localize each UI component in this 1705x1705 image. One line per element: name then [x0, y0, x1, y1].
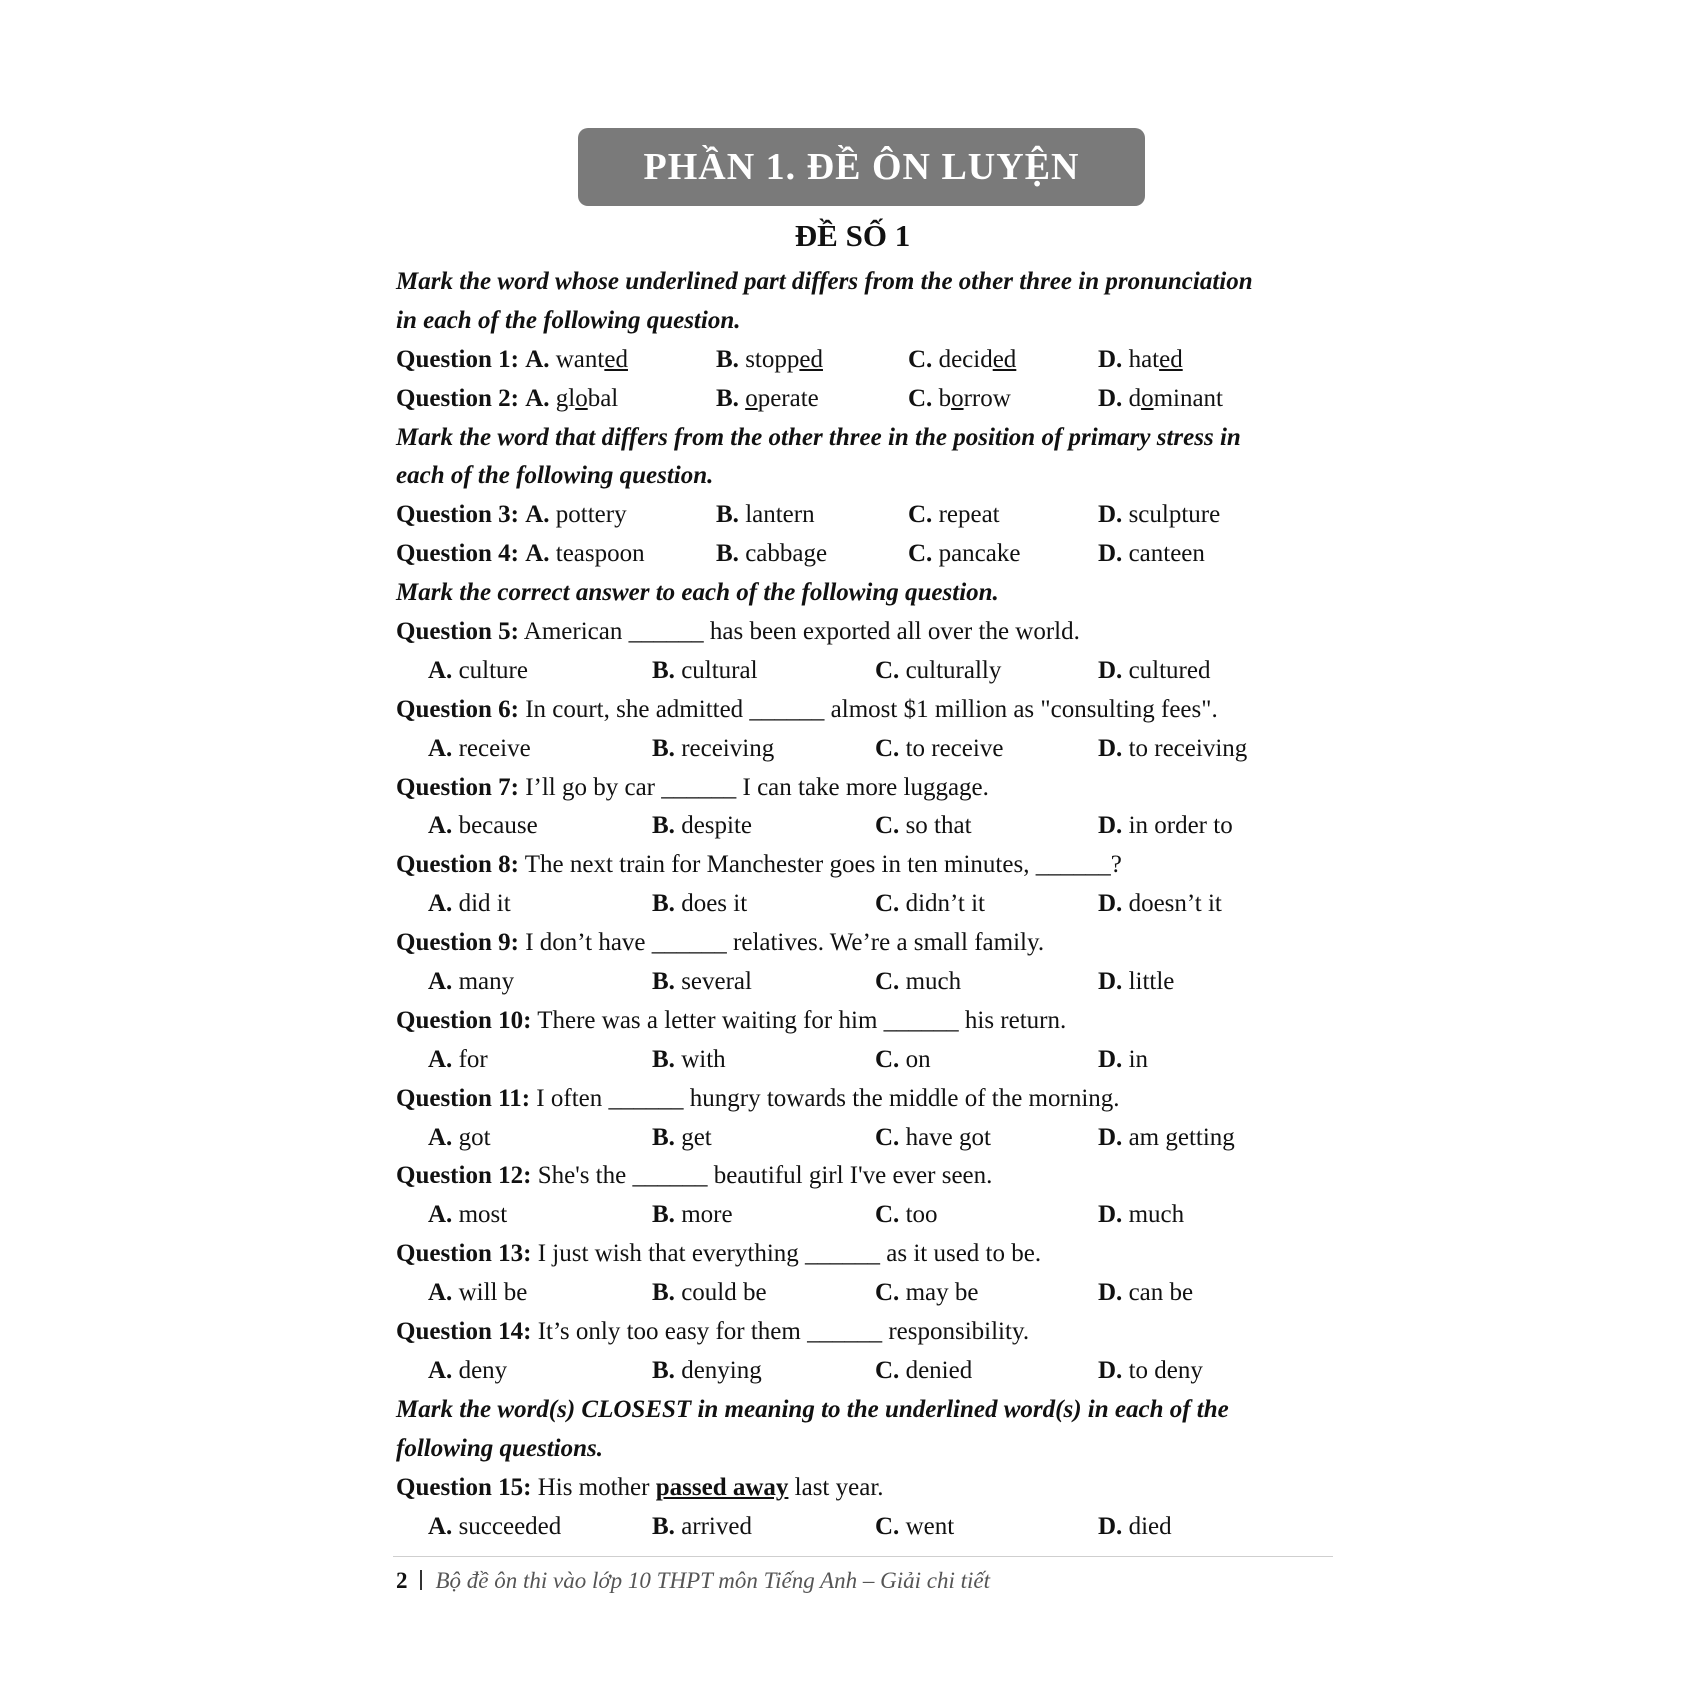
question-4: Question 4: A. teaspoon B. cabbage C. pancake D. canteen: [396, 540, 1205, 568]
instruction-stress-line-1: Mark the word that differs from the other three in the position of primary stress in: [396, 423, 1241, 451]
question-11-options: [396, 1119, 1336, 1158]
question-text: American ______ has been exported all over the world.: [518, 618, 1080, 646]
option-b: B. stopped: [716, 345, 823, 373]
option-c: C. borrow: [908, 384, 1011, 412]
question-15-stem: Question 15: His mother passed away last year.: [396, 1473, 884, 1501]
exam-title: ĐỀ SỐ 1: [794, 218, 911, 253]
answer-option: D. little: [1098, 968, 1175, 996]
question-5-options: [396, 652, 1336, 691]
page-number: 2: [396, 1568, 408, 1593]
question-10-options: [396, 1041, 1336, 1080]
option-b: B. operate: [716, 384, 819, 412]
question-14-stem: [396, 1313, 1336, 1352]
instruction-pronunciation-line-2: in each of the following question.: [396, 306, 741, 334]
question-text: In court, she admitted ______ almost $1 million as "consulting fees".: [518, 695, 1218, 723]
answer-option: A. because: [428, 812, 538, 840]
option-d: D. hated: [1098, 345, 1183, 373]
answer-option: A. many: [428, 968, 515, 996]
question-2: Question 2: A. global B. operate C. borrow D. dominant: [396, 380, 1336, 419]
answer-option: B. despite: [652, 812, 753, 840]
instruction-stress-line-2: each of the following question.: [396, 462, 714, 490]
question-label: Question 9:: [396, 929, 519, 957]
answer-option: D. doesn’t it: [1098, 890, 1222, 918]
exam-content: [396, 263, 1336, 1546]
answer-option: C. much: [875, 968, 962, 996]
question-label: Question 12:: [396, 1162, 532, 1190]
option-d: D. dominant: [1098, 384, 1223, 412]
question-text: I don’t have ______ relatives. We’re a small family.: [518, 929, 1045, 957]
answer-option: C. denied: [875, 1356, 973, 1384]
question-label: Question 11:: [396, 1084, 531, 1112]
question-15-options: A. succeeded B. arrived C. went D. died: [428, 1512, 1172, 1540]
answer-option: C. so that: [875, 812, 972, 840]
answer-option: D. in: [1098, 1045, 1149, 1073]
question-text: I’ll go by car ______ I can take more luggage.: [518, 773, 989, 801]
question-label: Question 5:: [396, 618, 519, 646]
answer-option: D. can be: [1098, 1279, 1194, 1307]
question-5-stem: [396, 613, 1336, 652]
question-7-stem: [396, 769, 1336, 808]
question-label: Question 2:: [396, 384, 519, 412]
instruction-pronunciation-line-1: Mark the word whose underlined part differs from the other three in pronunciation: [396, 268, 1253, 295]
answer-option: B. receiving: [652, 734, 775, 762]
question-8-options: [396, 885, 1336, 924]
answer-option: A. culture: [428, 656, 528, 684]
answer-option: C. to receive: [875, 734, 1004, 762]
instruction-closest-line-1: Mark the word(s) CLOSEST in meaning to the underlined word(s) in each of the: [396, 1395, 1229, 1423]
answer-option: B. with: [652, 1045, 726, 1073]
question-8-stem: [396, 846, 1336, 885]
question-7-options: [396, 807, 1336, 846]
question-1: Question 1: A. wanted B. stopped C. decided D. hated: [396, 341, 1336, 380]
question-10-stem: [396, 1002, 1336, 1041]
question-text: I just wish that everything ______ as it used to be.: [531, 1240, 1042, 1268]
answer-option: D. to deny: [1098, 1356, 1203, 1384]
section-banner: PHẦN 1. ĐỀ ÔN LUYỆN: [578, 128, 1145, 206]
answer-option: A. got: [428, 1123, 491, 1151]
answer-option: A. deny: [428, 1356, 508, 1384]
question-13-options: [396, 1274, 1336, 1313]
answer-option: C. may be: [875, 1279, 979, 1307]
question-label: Question 7:: [396, 773, 519, 801]
answer-option: D. much: [1098, 1201, 1185, 1229]
question-text: It’s only too easy for them ______ responsibility.: [531, 1318, 1030, 1346]
answer-option: A. will be: [428, 1279, 528, 1307]
answer-option: C. too: [875, 1201, 938, 1229]
answer-option: D. cultured: [1098, 656, 1211, 684]
answer-option: B. does it: [652, 890, 748, 918]
answer-option: B. could be: [652, 1279, 767, 1307]
instruction-closest-line-2: following questions.: [396, 1434, 603, 1462]
question-label: Question 10:: [396, 1006, 532, 1034]
answer-option: B. more: [652, 1201, 733, 1229]
page-footer: [396, 1568, 990, 1594]
question-text: I often ______ hungry towards the middle of the morning.: [530, 1084, 1120, 1112]
question-9-stem: [396, 924, 1336, 963]
question-6-options: [396, 730, 1336, 769]
answer-option: A. receive: [428, 734, 531, 762]
footer-divider: [393, 1556, 1333, 1557]
question-label: Question 8:: [396, 851, 519, 879]
question-6-stem: [396, 691, 1336, 730]
answer-option: B. denying: [652, 1356, 762, 1384]
question-9-options: [396, 963, 1336, 1002]
question-label: Question 14:: [396, 1318, 532, 1346]
question-12-options: [396, 1196, 1336, 1235]
question-13-stem: [396, 1235, 1336, 1274]
book-title: Bộ đề ôn thi vào lớp 10 THPT môn Tiếng Anh – Giải chi tiết: [435, 1568, 990, 1593]
answer-option: C. have got: [875, 1123, 991, 1151]
question-12-stem: [396, 1157, 1336, 1196]
answer-option: D. in order to: [1098, 812, 1233, 840]
question-label: Question 6:: [396, 695, 519, 723]
answer-option: D. am getting: [1098, 1123, 1235, 1151]
answer-option: B. cultural: [652, 656, 758, 684]
question-text: The next train for Manchester goes in ten minutes, ______?: [518, 851, 1122, 879]
instruction-correct-answer: Mark the correct answer to each of the following question.: [396, 579, 999, 607]
answer-option: C. didn’t it: [875, 890, 985, 918]
option-c: C. decided: [908, 345, 1017, 373]
question-label: Question 1:: [396, 345, 519, 373]
footer-separator: [420, 1570, 422, 1590]
answer-option: A. for: [428, 1045, 488, 1073]
answer-option: B. get: [652, 1123, 712, 1151]
answer-option: A. did it: [428, 890, 511, 918]
answer-option: A. most: [428, 1201, 508, 1229]
question-14-options: [396, 1352, 1336, 1391]
question-label: Question 13:: [396, 1240, 532, 1268]
answer-option: B. several: [652, 968, 752, 996]
answer-option: D. to receiving: [1098, 734, 1248, 762]
question-3: Question 3: A. pottery B. lantern C. repeat D. sculpture: [396, 501, 1221, 529]
question-11-stem: [396, 1080, 1336, 1119]
mcq-block: [396, 613, 1336, 1391]
question-text: There was a letter waiting for him ______ his return.: [531, 1006, 1067, 1034]
answer-option: C. culturally: [875, 656, 1002, 684]
question-text: She's the ______ beautiful girl I've ever seen.: [531, 1162, 993, 1190]
answer-option: C. on: [875, 1045, 931, 1073]
